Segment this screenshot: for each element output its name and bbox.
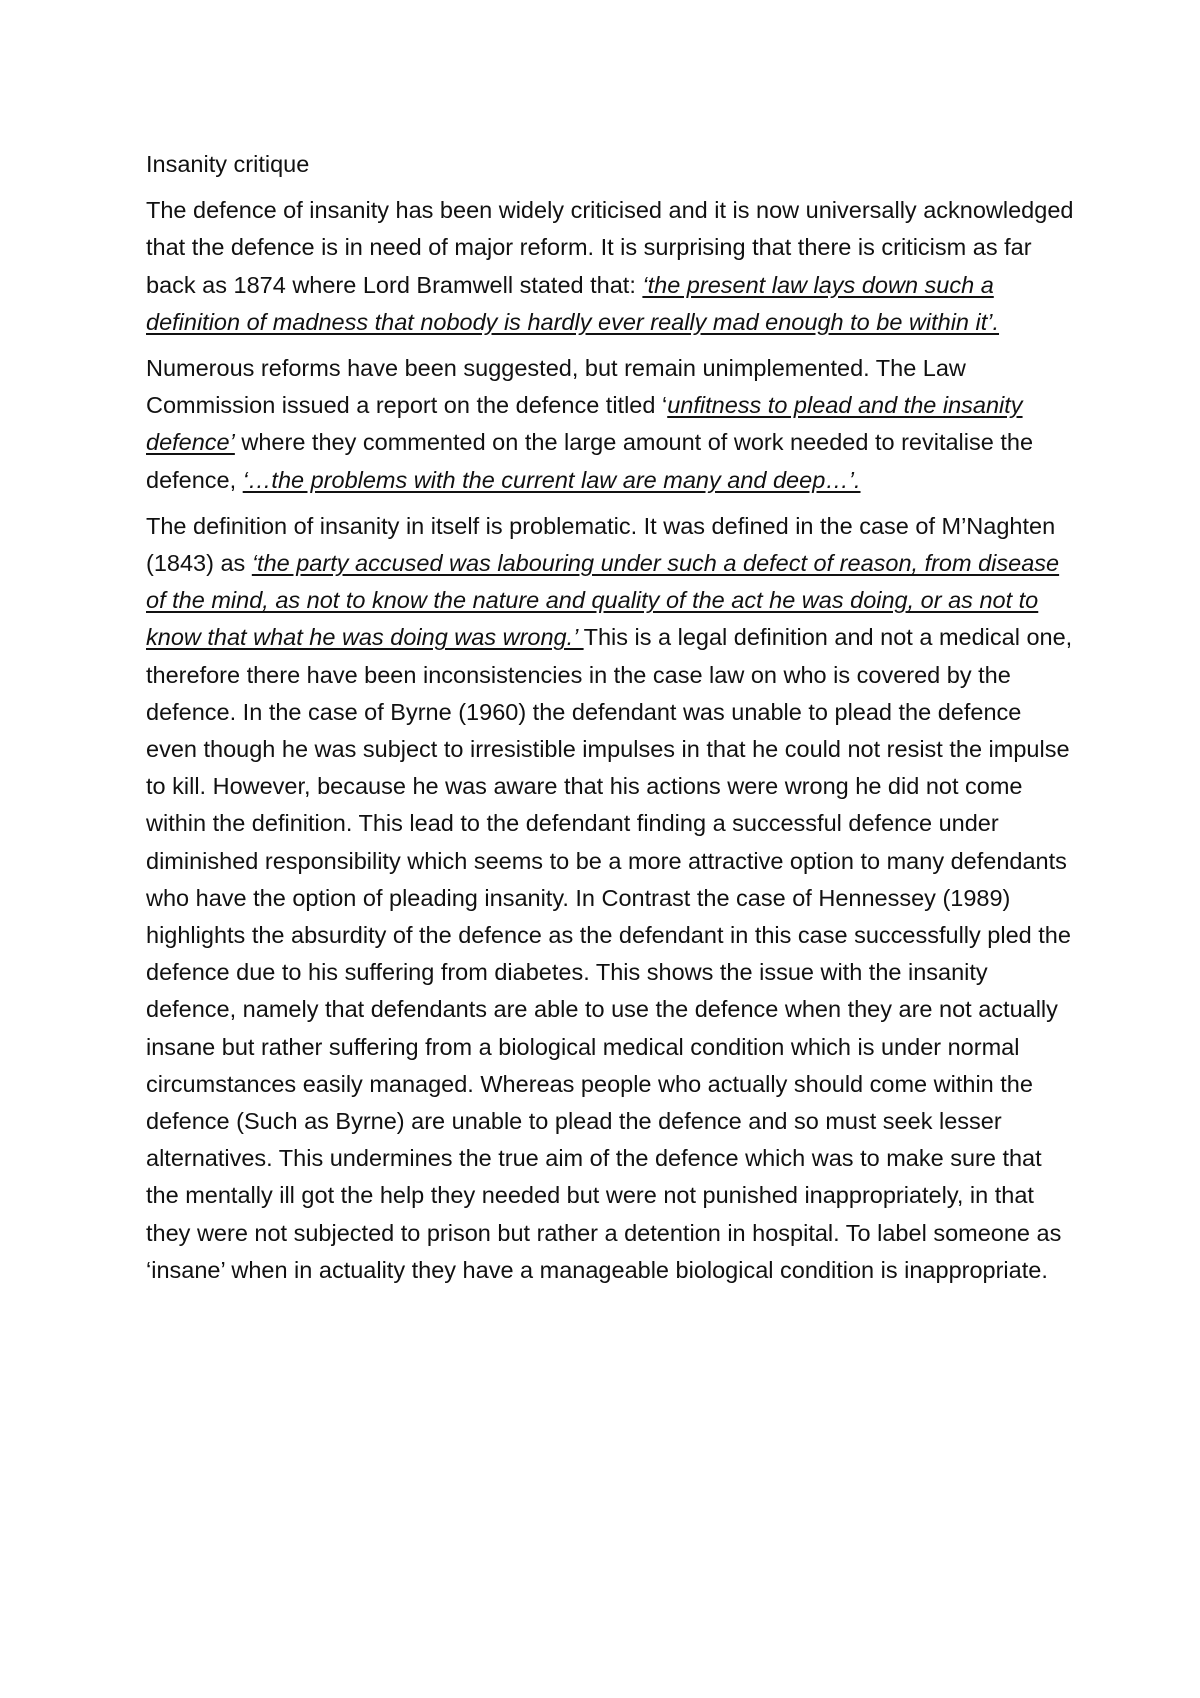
paragraph-text: where they commented on the large amount of work needed to revitalise the defence,: [146, 429, 1034, 493]
document-title: Insanity critique: [146, 151, 310, 177]
paragraph-text: Numerous reforms have been suggested, but remain unimplemented. The Law Commission issued a report on the defence titled ‘: [146, 355, 966, 419]
paragraph-1: [146, 192, 1076, 341]
document-page: [146, 146, 1076, 1298]
quotation: ‘the party accused was labouring under such a defect of reason, from disease of the mind, as not to know the nature and quality of the act he was doing, or as not to know that what he was doing was wrong.’: [146, 550, 1060, 651]
paragraph-2: [146, 350, 1076, 499]
paragraph-text: This is a legal definition and not a medical one, therefore there have been inconsistencies in the case law on who is covered by the defence. In the case of Byrne (1960) the defendant was unable to plead the defence even though he was subject to irresistible impulses in that he could not resist the impulse to kill. However, because he was aware that his actions were wrong he did not come within the definition. This lead to the defendant finding a successful defence under diminished responsibility which seems to be a more attractive option to many defendants who have the option of pleading insanity. In Contrast the case of Hennessey (1989) highlights the absurdity of the defence as the defendant in this case successfully pled the defence due to his suffering from diabetes. This shows the issue with the insanity defence, namely that defendants are able to use the defence when they are not actually insane but rather suffering from a biological medical condition which is under normal circumstances easily managed. Whereas people who actually should come within the defence (Such as Byrne) are unable to plead the defence and so must seek lesser alternatives. This undermines the true aim of the defence which was to make sure that the mentally ill got the help they needed but were not punished inappropriately, in that they were not subjected to prison but rather a detention in hospital. To label someone as ‘insane’ when in actuality they have a manageable biological condition is inappropriate.: [146, 624, 1073, 1283]
paragraph-text: The defence of insanity has been widely criticised and it is now universally acknowledged that the defence is in need of major reform. It is surprising that there is criticism as far back as 1874 where Lord Bramwell stated that:: [146, 197, 1074, 298]
paragraph-text: The definition of insanity in itself is problematic. It was defined in the case of M’Naghten (1843) as: [146, 512, 1056, 577]
paragraph-3: [146, 508, 1076, 1289]
quotation: unfitness to plead and the insanity defence’: [146, 392, 1023, 456]
quotation: ‘the present law lays down such a definition of madness that nobody is hardly ever really mad enough to be within it’.: [146, 271, 1000, 335]
quotation: ‘…the problems with the current law are many and deep…’.: [242, 466, 861, 493]
